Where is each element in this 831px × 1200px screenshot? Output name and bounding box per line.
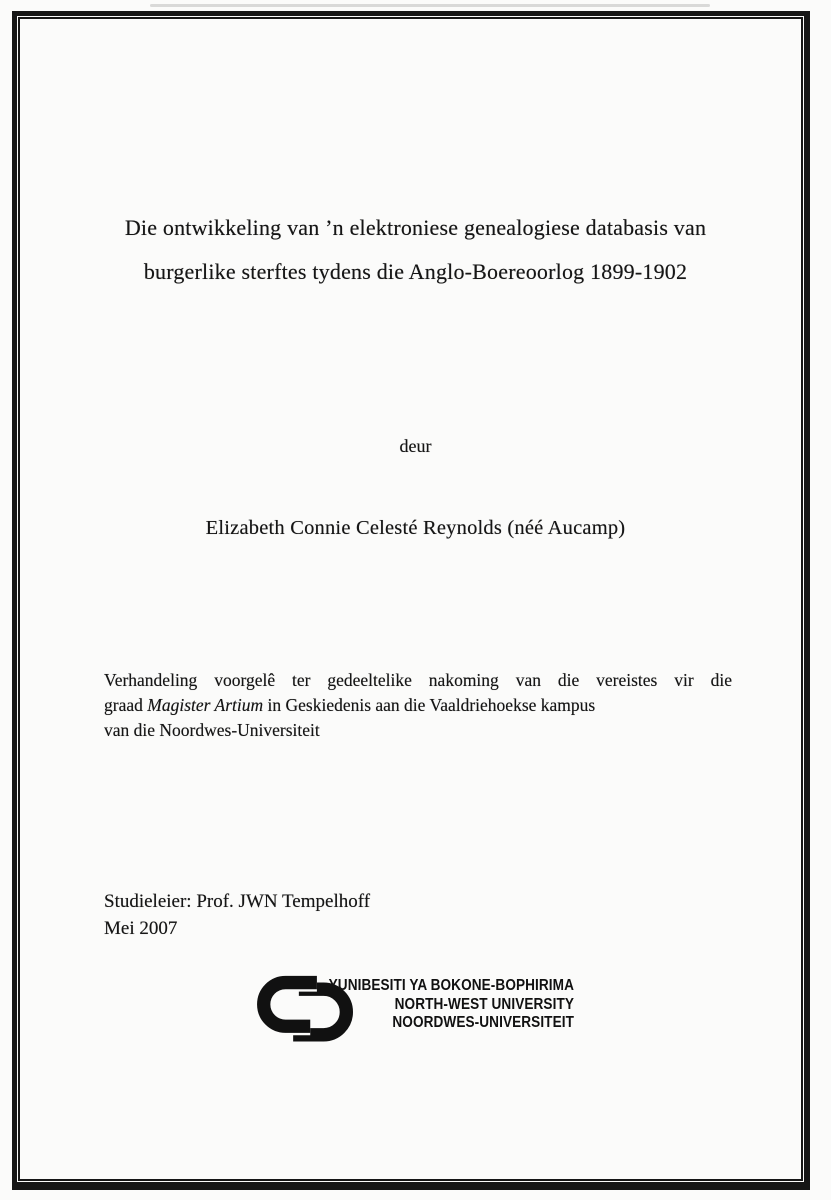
supervisor-line: Studieleier: Prof. JWN Tempelhoff — [104, 891, 371, 912]
university-name-english: NORTH-WEST UNIVERSITY — [394, 995, 574, 1013]
degree-name-italic: Magister Artium — [147, 695, 264, 715]
university-name-setswana: YUNIBESITI YA BOKONE-BOPHIRIMA — [328, 977, 574, 994]
thesis-title-line2: burgerlike sterftes tydens die Anglo-Boereoorlog 1899-1902 — [143, 259, 688, 284]
university-name-afrikaans: NOORDWES-UNIVERSITEIT — [392, 1014, 574, 1031]
supervisor-block — [104, 888, 370, 942]
byline-deur: deur — [399, 436, 432, 456]
thesis-title — [40, 206, 791, 294]
university-logo — [256, 973, 586, 1055]
author-name: Elizabeth Connie Celesté Reynolds (néé Aucamp) — [205, 517, 626, 539]
submission-line2-prefix: graad — [104, 695, 148, 715]
date-line: Mei 2007 — [104, 918, 178, 939]
submission-line3: van die Noordwes-Universiteit — [104, 720, 320, 740]
university-logo-wordmark — [304, 977, 574, 1033]
scan-artifact — [150, 4, 710, 7]
submission-line2 — [104, 693, 732, 718]
submission-statement — [104, 668, 732, 743]
thesis-title-line1: Die ontwikkeling van ’n elektroniese genealogiese databasis van — [124, 215, 707, 240]
submission-line2-suffix: in Geskiedenis aan die Vaaldriehoekse kampus — [263, 695, 596, 715]
submission-line1: Verhandeling voorgelê ter gedeeltelike nakoming van die vereistes vir die — [104, 670, 732, 690]
